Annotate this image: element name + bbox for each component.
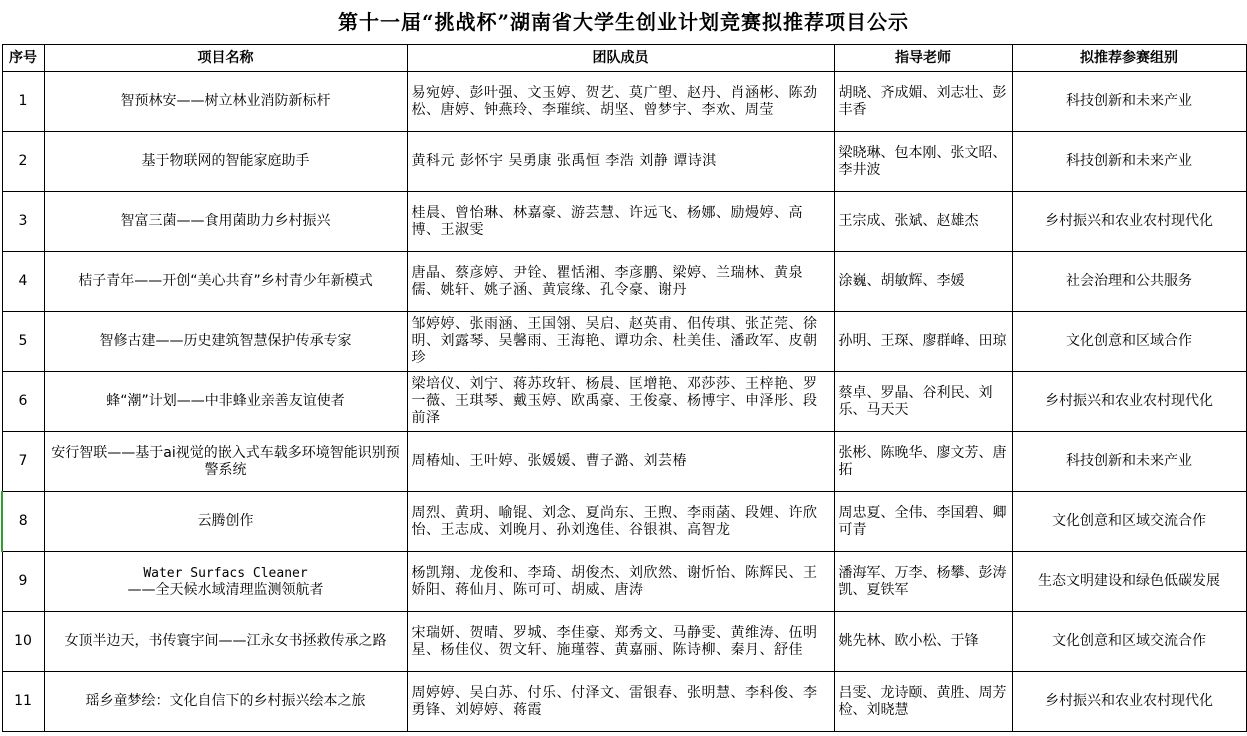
table-row <box>2 612 1246 672</box>
cell-team-members[interactable]: 杨凯翔、龙俊和、李琦、胡俊杰、刘欣然、谢忻怡、陈辉民、王娇阳、蒋仙月、陈可可、胡威、唐涛 <box>407 552 834 612</box>
cell-group[interactable]: 社会治理和公共服务 <box>1012 252 1246 312</box>
cell-advisor[interactable]: 胡晓、齐成媚、刘志壮、彭丰香 <box>834 72 1012 132</box>
cell-group[interactable]: 生态文明建设和绿色低碳发展 <box>1012 552 1246 612</box>
cell-no[interactable]: 11 <box>2 672 44 732</box>
cell-team-members[interactable]: 周婷婷、吴白苏、付乐、付泽文、雷银春、张明慧、李科俊、李勇锋、刘婷婷、蒋霞 <box>407 672 834 732</box>
cell-team-members[interactable]: 桂晨、曾怡琳、林嘉豪、游芸慧、许远飞、杨娜、励熳婷、高博、王淑雯 <box>407 192 834 252</box>
cell-advisor[interactable]: 涂巍、胡敏辉、李媛 <box>834 252 1012 312</box>
cell-project-name[interactable]: 基于物联网的智能家庭助手 <box>44 132 407 192</box>
cell-advisor[interactable]: 张彬、陈晚华、廖文芳、唐拓 <box>834 432 1012 492</box>
header-no[interactable]: 序号 <box>2 45 44 72</box>
table-row <box>2 72 1246 132</box>
cell-group[interactable]: 科技创新和未来产业 <box>1012 432 1246 492</box>
cell-project-name[interactable]: 智富三菌——食用菌助力乡村振兴 <box>44 192 407 252</box>
cell-group[interactable]: 文化创意和区域合作 <box>1012 312 1246 372</box>
cell-project-name[interactable]: 智修古建——历史建筑智慧保护传承专家 <box>44 312 407 372</box>
cell-team-members[interactable]: 周烈、黄玥、喻锟、刘念、夏尚东、王煦、李雨菡、段娌、许欣怡、王志成、刘晚月、孙刘逸佳、谷银祺、高智龙 <box>407 492 834 552</box>
cell-no[interactable]: 9 <box>2 552 44 612</box>
project-name-line1: Water Surfacs Cleaner <box>143 565 308 581</box>
cell-project-name[interactable] <box>44 552 407 612</box>
cell-team-members[interactable]: 唐晶、蔡彦婷、尹铨、瞿恬湘、李彦鹏、梁婷、兰瑞林、黄泉儒、姚轩、姚子涵、黄宸缘、孔令豪、谢丹 <box>407 252 834 312</box>
cell-no[interactable]: 10 <box>2 612 44 672</box>
cell-group[interactable]: 文化创意和区域交流合作 <box>1012 612 1246 672</box>
cell-project-name[interactable]: 安行智联——基于ai视觉的嵌入式车载多环境智能识别预警系统 <box>44 432 407 492</box>
cell-group[interactable]: 科技创新和未来产业 <box>1012 132 1246 192</box>
cell-team-members[interactable]: 黄科元 彭怀宇 吴勇康 张禹恒 李浩 刘静 谭诗淇 <box>407 132 834 192</box>
cell-advisor[interactable]: 孙明、王琛、廖群峰、田琼 <box>834 312 1012 372</box>
cell-project-name[interactable]: 云腾创作 <box>44 492 407 552</box>
cell-group[interactable]: 乡村振兴和农业农村现代化 <box>1012 672 1246 732</box>
cell-advisor[interactable]: 蔡卓、罗晶、谷利民、刘乐、马天天 <box>834 372 1012 432</box>
cell-no[interactable]: 1 <box>2 72 44 132</box>
cell-no[interactable]: 8 <box>2 492 44 552</box>
table-row <box>2 192 1246 252</box>
header-team-members[interactable]: 团队成员 <box>407 45 834 72</box>
project-name-line2: ——全天候水域清理监测领航者 <box>127 581 324 598</box>
project-table <box>1 44 1247 732</box>
cell-no[interactable]: 4 <box>2 252 44 312</box>
header-advisor[interactable]: 指导老师 <box>834 45 1012 72</box>
table-row <box>2 672 1246 732</box>
header-group[interactable]: 拟推荐参赛组别 <box>1012 45 1246 72</box>
cell-project-name[interactable]: 智预林安——树立林业消防新标杆 <box>44 72 407 132</box>
cell-team-members[interactable]: 周椿灿、王叶婷、张媛媛、曹子潞、刘芸椿 <box>407 432 834 492</box>
cell-project-name[interactable]: 女顶半边天，书传寰宇间——江永女书拯救传承之路 <box>44 612 407 672</box>
cell-team-members[interactable]: 梁培仪、刘宁、蒋苏玫轩、杨晨、匡增艳、邓莎莎、王梓艳、罗一薇、王琪琴、戴玉婷、欧禹豪、王俊豪、杨博宇、申泽彤、段前泽 <box>407 372 834 432</box>
table-row <box>2 312 1246 372</box>
cell-no[interactable]: 3 <box>2 192 44 252</box>
table-header-row <box>2 45 1246 72</box>
table-row <box>2 132 1246 192</box>
cell-group[interactable]: 科技创新和未来产业 <box>1012 72 1246 132</box>
cell-project-name[interactable]: 瑶乡童梦绘：文化自信下的乡村振兴绘本之旅 <box>44 672 407 732</box>
cell-team-members[interactable]: 易宛婷、彭叶强、文玉婷、贺艺、莫广塱、赵丹、肖涵彬、陈劲松、唐婷、钟燕玲、李璀缤、胡坚、曾梦宇、李欢、周莹 <box>407 72 834 132</box>
cell-team-members[interactable]: 邹婷婷、张雨涵、王国翎、吴启、赵英甫、佀传琪、张芷莞、徐明、刘露琴、吴馨雨、王海艳、谭功余、杜美佳、潘政军、皮朝珍 <box>407 312 834 372</box>
cell-no[interactable]: 2 <box>2 132 44 192</box>
table-row <box>2 252 1246 312</box>
cell-group[interactable]: 乡村振兴和农业农村现代化 <box>1012 192 1246 252</box>
cell-advisor[interactable]: 王宗成、张斌、赵雄杰 <box>834 192 1012 252</box>
cell-advisor[interactable]: 梁晓琳、包本刚、张文昭、李井波 <box>834 132 1012 192</box>
table-row <box>2 372 1246 432</box>
cell-team-members[interactable]: 宋瑞妍、贺晴、罗城、李佳豪、郑秀文、马静雯、黄维涛、伍明星、杨佳仪、贺文轩、施瑾蓉、黄嘉丽、陈诗柳、秦月、舒佳 <box>407 612 834 672</box>
cell-no[interactable]: 6 <box>2 372 44 432</box>
cell-advisor[interactable]: 周忠夏、全伟、李国碧、卿可青 <box>834 492 1012 552</box>
cell-advisor[interactable]: 姚先林、欧小松、于锋 <box>834 612 1012 672</box>
cell-no[interactable]: 5 <box>2 312 44 372</box>
cell-advisor[interactable]: 吕雯、龙诗颐、黄胜、周芳检、刘晓慧 <box>834 672 1012 732</box>
cell-advisor[interactable]: 潘海军、万李、杨攀、彭涛凯、夏铁军 <box>834 552 1012 612</box>
cell-group[interactable]: 乡村振兴和农业农村现代化 <box>1012 372 1246 432</box>
header-project-name[interactable]: 项目名称 <box>44 45 407 72</box>
cell-group[interactable]: 文化创意和区域交流合作 <box>1012 492 1246 552</box>
cell-project-name[interactable]: 蜂“潮”计划——中非蜂业亲善友谊使者 <box>44 372 407 432</box>
table-row <box>2 492 1246 552</box>
table-row <box>2 552 1246 612</box>
cell-project-name[interactable]: 桔子青年——开创“美心共育”乡村青少年新模式 <box>44 252 407 312</box>
document-title: 第十一届“挑战杯”湖南省大学生创业计划竞赛拟推荐项目公示 <box>337 10 909 34</box>
cell-no[interactable]: 7 <box>2 432 44 492</box>
table-row <box>2 432 1246 492</box>
